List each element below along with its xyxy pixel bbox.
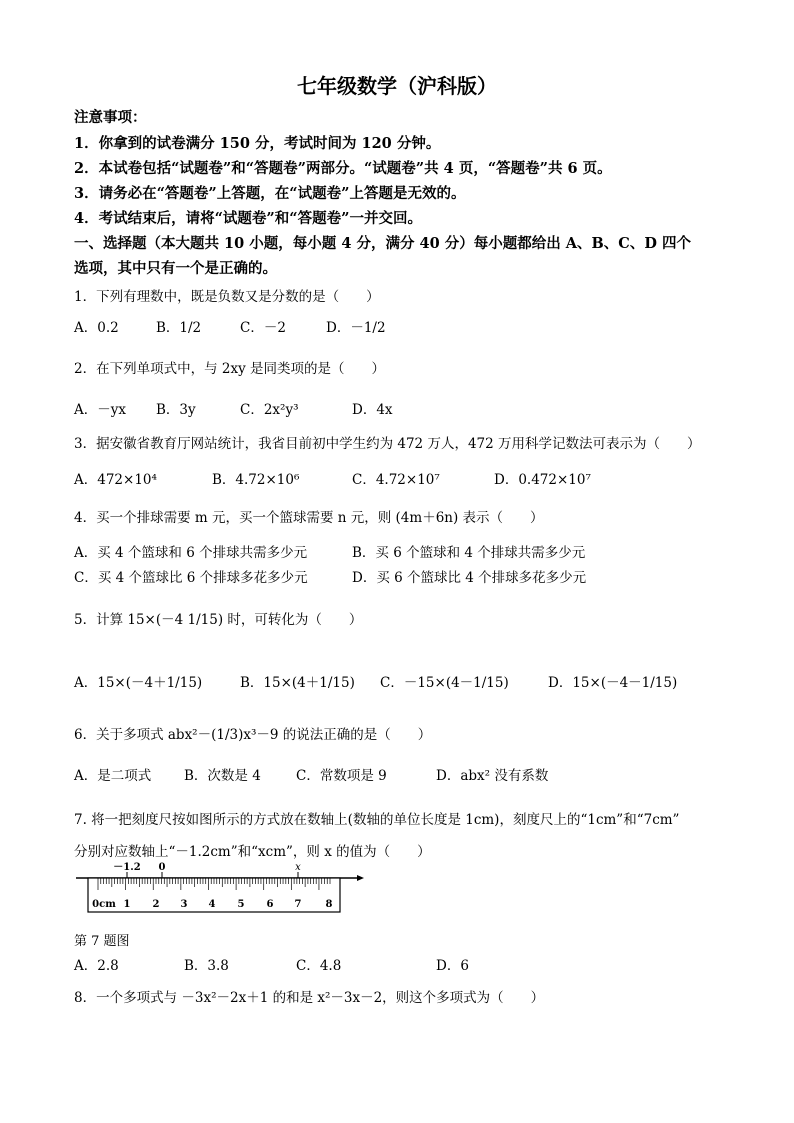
question-6-option-d: D．abx² 没有系数 [436, 768, 549, 784]
ruler-bottom-label: 6 [266, 899, 274, 910]
question-5-option-d: D．15×(－4－1/15) [548, 675, 678, 691]
question-7-option-d: D．6 [436, 958, 469, 974]
question-8-stem: 8．一个多项式与 －3x²－2x＋1 的和是 x²－3x－2，则这个多项式为（ ） [74, 990, 545, 1006]
question-1-option-b: B．1/2 [156, 320, 202, 336]
question-5-stem: 5．计算 15×(－4 1/15) 时，可转化为（ ） [74, 612, 363, 628]
question-6-option-a: A．是二项式 [74, 768, 152, 784]
question-4-option-c: C．买 4 个篮球比 6 个排球多花多少元 [74, 570, 308, 586]
ruler-bottom-label: 8 [325, 899, 333, 910]
question-2-stem: 2．在下列单项式中，与 2xy 是同类项的是（ ） [74, 361, 386, 377]
question-3-option-a: A．472×10⁴ [74, 472, 157, 488]
question-2-option-b: B．3y [156, 402, 196, 418]
question-4-stem: 4．买一个排球需要 m 元，买一个篮球需要 n 元，则 (4m＋6n) 表示（ ） [74, 510, 544, 526]
question-1-option-a: A．0.2 [74, 320, 119, 336]
question-3-option-d: D．0.472×10⁷ [494, 472, 591, 488]
question-7-option-a: A．2.8 [74, 958, 119, 974]
question-1-stem: 1．下列有理数中，既是负数又是分数的是（ ） [74, 289, 380, 305]
ruler-bottom-label: 4 [208, 899, 216, 910]
question-7-stem-line2: 分别对应数轴上“－1.2cm”和“xcm”，则 x 的值为（ ） [74, 844, 431, 860]
question-7-stem-line1: 7. 将一把刻度尺按如图所示的方式放在数轴上(数轴的单位长度是 1cm)，刻度尺上的“1cm”和“7cm” [74, 812, 680, 828]
question-5-option-c: C．－15×(4－1/15) [380, 675, 509, 691]
notice-item: 3．请务必在“答题卷”上答题，在“试题卷”上答题是无效的。 [74, 185, 466, 202]
question-3-option-b: B．4.72×10⁶ [212, 472, 300, 488]
question-2-option-d: D．4x [352, 402, 393, 418]
notice-heading: 注意事项： [74, 109, 147, 126]
question-3-option-c: C．4.72×10⁷ [352, 472, 440, 488]
ruler-bottom-label: 3 [180, 899, 188, 910]
page-title: 七年级数学（沪科版） [297, 74, 497, 98]
question-3-stem: 3．据安徽省教育厅网站统计，我省目前初中学生约为 472 万人，472 万用科学记数法可表示为（ ） [74, 436, 701, 452]
question-2-option-c: C．2x²y³ [240, 402, 299, 418]
ruler-top-label: －1.2 [113, 862, 141, 873]
notice-item: 4．考试结束后，请将“试题卷”和“答题卷”一并交回。 [74, 210, 422, 227]
question-4-option-d: D．买 6 个篮球比 4 个排球多花多少元 [352, 570, 587, 586]
ruler-diagram [74, 860, 364, 916]
question-4-option-a: A．买 4 个篮球和 6 个排球共需多少元 [74, 545, 308, 561]
figure-caption: 第 7 题图 [74, 934, 130, 949]
question-6-option-b: B．次数是 4 [184, 768, 261, 784]
question-7-option-c: C．4.8 [296, 958, 342, 974]
section-heading-line1: 一、选择题（本大题共 10 小题，每小题 4 分，满分 40 分）每小题都给出 A、B、C、D 四个 [74, 235, 691, 252]
question-1-option-c: C．－2 [240, 320, 286, 336]
ruler-figure [74, 860, 364, 916]
section-heading-line2: 选项，其中只有一个是正确的。 [74, 260, 277, 277]
ruler-bottom-label: 5 [237, 899, 245, 910]
question-4-option-b: B．买 6 个篮球和 4 个排球共需多少元 [352, 545, 586, 561]
ruler-bottom-label: 1 [123, 899, 131, 910]
ruler-bottom-label: 0cm [92, 899, 116, 910]
question-1-option-d: D．－1/2 [326, 320, 386, 336]
number-line-arrow [357, 875, 364, 881]
question-2-option-a: A．－yx [74, 402, 126, 418]
question-7-option-b: B．3.8 [184, 958, 229, 974]
ruler-top-label: x [295, 862, 301, 873]
notice-item: 1．你拿到的试卷满分 150 分，考试时间为 120 分钟。 [74, 135, 441, 152]
question-6-stem: 6．关于多项式 abx²－(1/3)x³－9 的说法正确的是（ ） [74, 727, 432, 743]
question-6-option-c: C．常数项是 9 [296, 768, 387, 784]
question-5-option-a: A．15×(－4＋1/15) [74, 675, 203, 691]
ruler-bottom-label: 2 [152, 899, 160, 910]
notice-item: 2．本试卷包括“试题卷”和“答题卷”两部分。“试题卷”共 4 页，“答题卷”共 6 页。 [74, 160, 612, 177]
ruler-bottom-label: 7 [294, 899, 302, 910]
ruler-top-label: 0 [158, 862, 166, 873]
question-5-option-b: B．15×(4＋1/15) [240, 675, 355, 691]
